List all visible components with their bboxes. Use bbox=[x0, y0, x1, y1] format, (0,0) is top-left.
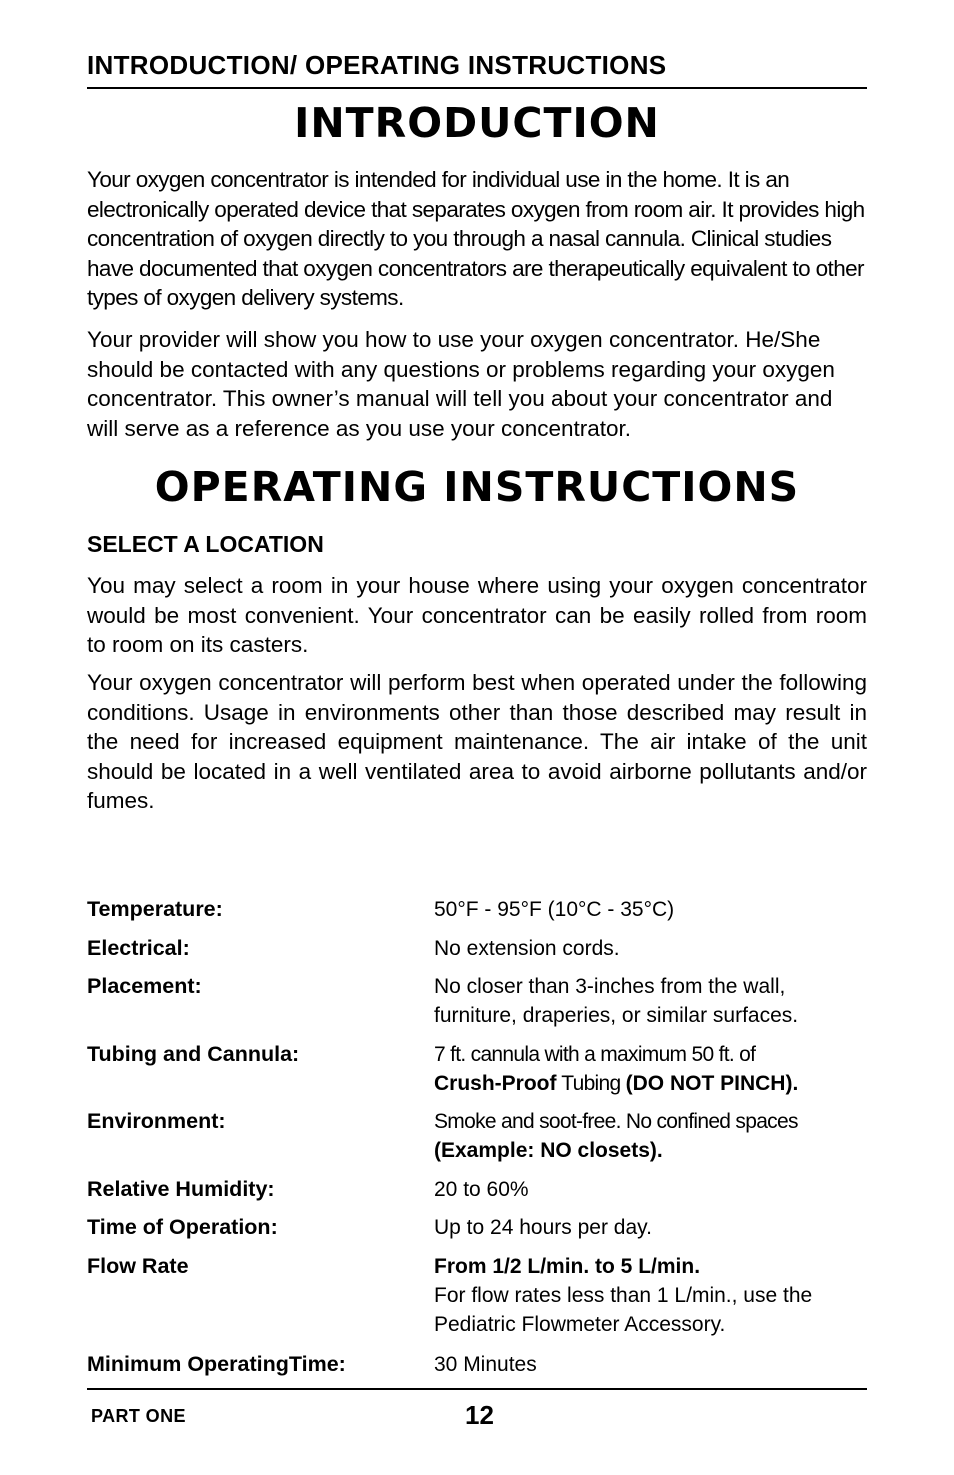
do-not-pinch-text: (DO NOT PINCH). bbox=[625, 1072, 799, 1095]
spec-value bbox=[434, 1213, 867, 1242]
spec-value bbox=[434, 1107, 867, 1165]
footer-rule bbox=[87, 1388, 867, 1390]
spec-value bbox=[434, 1175, 867, 1204]
location-paragraph-1: You may select a room in your house where using your oxygen concentrator would be most convenient. Your concentrator can be easily rolled from room to room on its casters. bbox=[87, 573, 867, 657]
manual-page bbox=[87, 0, 867, 1475]
spec-value-line: 50°F - 95°F (10°C - 35°C) bbox=[434, 898, 675, 921]
select-location-subheading: SELECT A LOCATION bbox=[87, 531, 324, 557]
spec-value bbox=[434, 1350, 867, 1379]
page-number: 12 bbox=[465, 1400, 494, 1430]
spec-value-line bbox=[434, 1069, 867, 1098]
spec-value bbox=[434, 895, 867, 924]
spec-label: Time of Operation: bbox=[87, 1215, 278, 1239]
spec-label: Relative Humidity: bbox=[87, 1177, 275, 1201]
spec-value-line: For flow rates less than 1 L/min., use the bbox=[434, 1284, 813, 1307]
spec-value-line: Pediatric Flowmeter Accessory. bbox=[434, 1313, 726, 1336]
spec-value bbox=[434, 972, 867, 1030]
spec-value-line: (Example: NO closets). bbox=[434, 1139, 663, 1162]
operating-instructions-heading: OPERATING INSTRUCTIONS bbox=[154, 463, 800, 511]
header-rule bbox=[87, 87, 867, 89]
spec-value bbox=[434, 1040, 867, 1098]
spec-value bbox=[434, 934, 867, 963]
footer-part-label: PART ONE bbox=[91, 1406, 186, 1426]
spec-value-line: No extension cords. bbox=[434, 937, 620, 960]
spec-value-line: No closer than 3-inches from the wall, bbox=[434, 975, 786, 998]
spec-label: Tubing and Cannula: bbox=[87, 1042, 300, 1066]
spec-value-line: furniture, draperies, or similar surfaces. bbox=[434, 1004, 799, 1027]
spec-label: Electrical: bbox=[87, 936, 190, 960]
spec-label: Temperature: bbox=[87, 897, 223, 921]
location-paragraph-2: Your oxygen concentrator will perform best when operated under the following conditions. Usage in environments other than those described may result in the need for increased equipment maintenance. The air intake of the unit should be located in a well ventilated area to avoid airborne pollutants and/or fumes. bbox=[87, 670, 867, 813]
introduction-paragraph-2: Your provider will show you how to use your oxygen concentrator. He/She should be contacted with any questions or problems regarding your oxygen concentrator. This owner’s manual will tell you about your concentrator and will serve as a reference as you use your concentrator. bbox=[87, 327, 835, 441]
spec-value-line: 7 ft. cannula with a maximum 50 ft. of bbox=[434, 1043, 756, 1066]
spec-value-line: From 1/2 L/min. to 5 L/min. bbox=[434, 1255, 701, 1278]
spec-label: Environment: bbox=[87, 1109, 226, 1133]
tubing-text: Tubing bbox=[556, 1072, 626, 1095]
spec-value-line: Smoke and soot-free. No confined spaces bbox=[434, 1110, 798, 1133]
spec-label: Flow Rate bbox=[87, 1254, 189, 1278]
introduction-paragraph-1: Your oxygen concentrator is intended for individual use in the home. It is an electronically operated device that separates oxygen from room air. It provides high concentration of oxygen directly to you through a nasal cannula. Clinical studies have documented that oxygen concentrators are therapeutically equivalent to other types of oxygen delivery systems. bbox=[87, 167, 865, 310]
crush-proof-text: Crush-Proof bbox=[434, 1072, 557, 1095]
spec-label: Minimum OperatingTime: bbox=[87, 1352, 346, 1376]
spec-value bbox=[434, 1252, 867, 1339]
spec-value-line: 30 Minutes bbox=[434, 1353, 537, 1376]
spec-value-line: Up to 24 hours per day. bbox=[434, 1216, 652, 1239]
section-header: INTRODUCTION/ OPERATING INSTRUCTIONS bbox=[87, 50, 667, 80]
introduction-heading: INTRODUCTION bbox=[294, 99, 660, 147]
spec-label: Placement: bbox=[87, 974, 202, 998]
spec-value-line: 20 to 60% bbox=[434, 1178, 529, 1201]
